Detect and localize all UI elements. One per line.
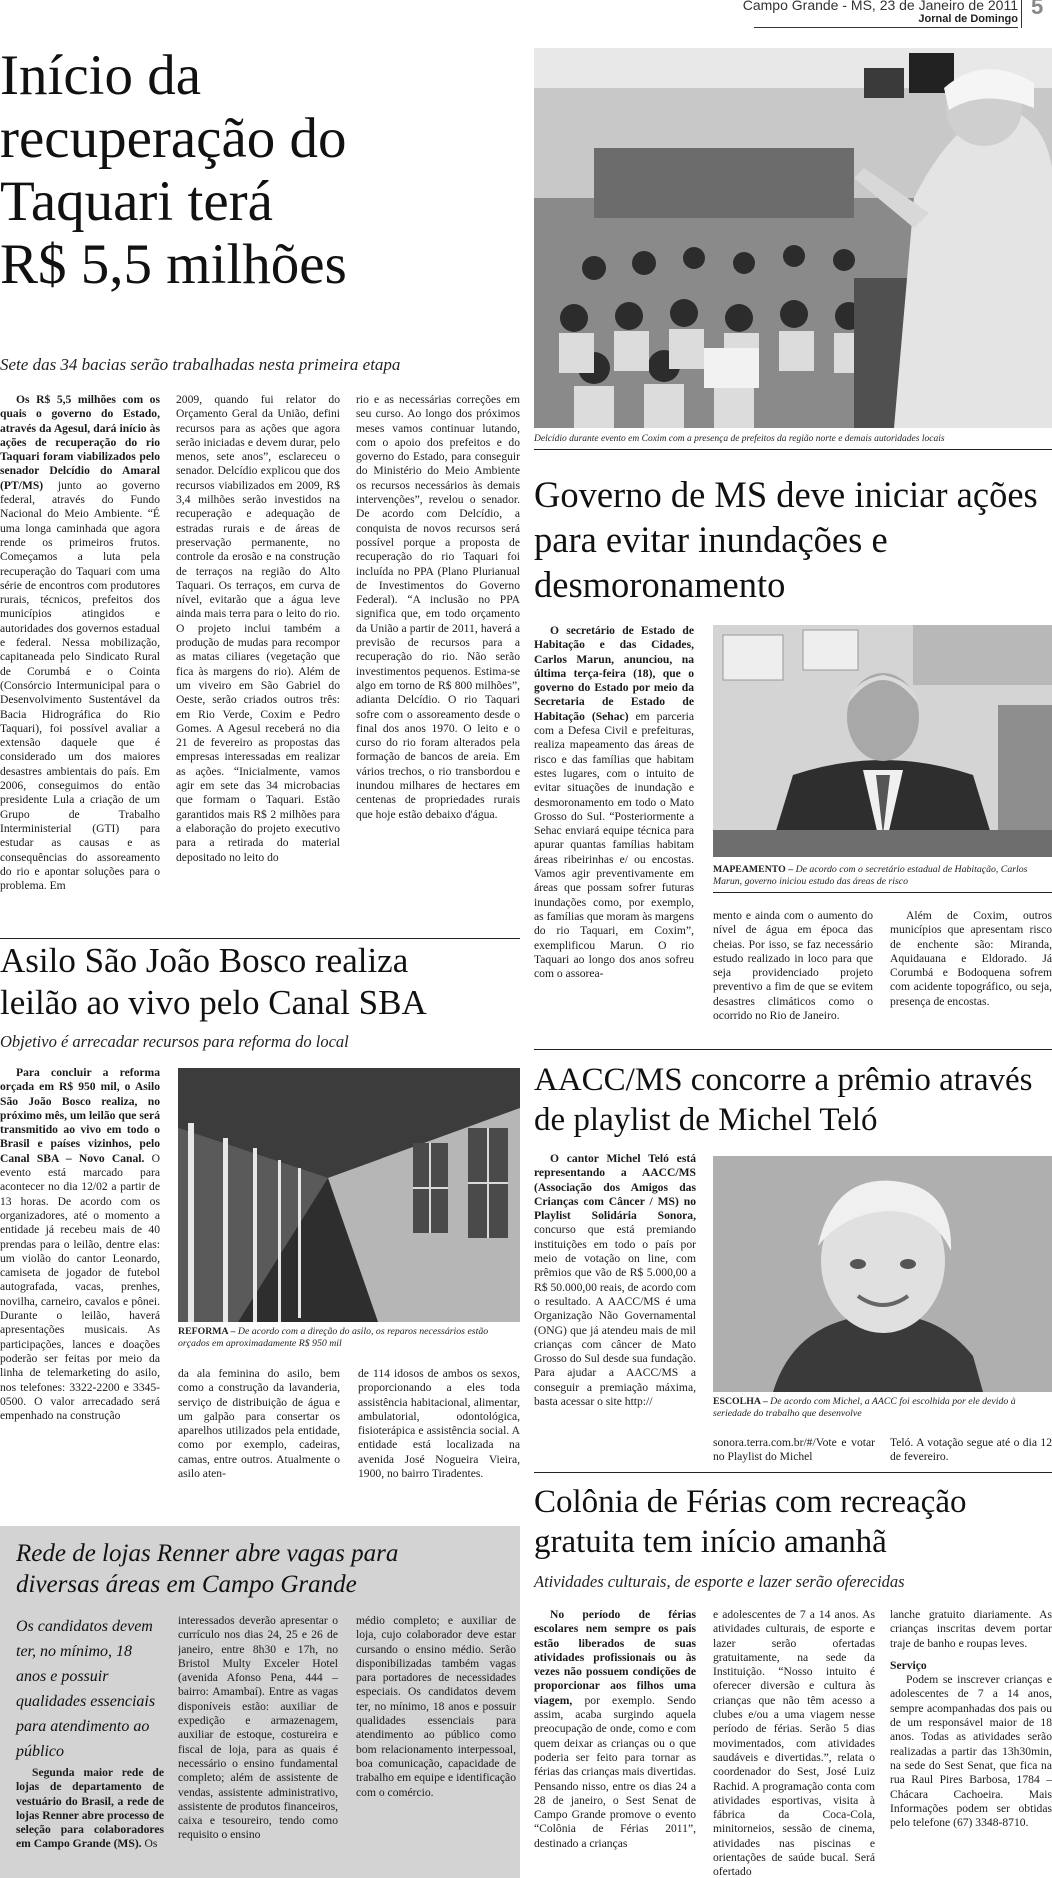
dateline: Campo Grande - MS, 23 de Janeiro de 2011 — [742, 0, 1018, 13]
story6-col3-heading: Serviço — [890, 1658, 927, 1672]
story4-headline: AACC/MS concorre a prêmio através de playlist de Michel Teló — [534, 1062, 1033, 1138]
story1-subhead: Sete das 34 bacias serão trabalhadas nesta primeira etapa — [0, 355, 401, 374]
portrait-photo — [713, 625, 1052, 857]
story5-lead: Segunda maior rede de lojas de departamento de vestuário do Brasil, a rede de lojas Renner abre processo de seleção para colaboradores em Campo Grande (MS). — [16, 1766, 164, 1851]
story6-col3b-text: Podem se inscrever crianças e adolescentes de 7 a 14 anos, sempre acompanhadas dos pais ou de um responsável maior de 18 anos. Todas as atividades serão realizadas a partir das 13h30min, na sede do Sest Senat, que fica na rua Raul Pires Barbosa, 1784 – Chácara Cachoeira. Mais Informações podem ser obtidas pelo telefone (67) 3348-8710. — [890, 1673, 1052, 1830]
story3-headline — [0, 940, 520, 1024]
renner-box — [0, 1526, 520, 1878]
story6-col1-text: por exemplo. Sendo assim, acaba surgindo aquela preocupação de onde, como e com quem deixar as crianças ou o que poderia ser feito para tornar as férias das crianças mais divertidas. Pensando nisso, entre os dias 24 a 28 de janeiro, o Sest Senat de Campo Grande promove o evento “Colônia de Férias 2011”, destinado a crianças — [534, 1693, 696, 1850]
story6-lead: No período de férias escolares nem sempre os pais estão liberados de suas atividades profissionais ou às vezes não possuem condições de proporcionar aos filhos uma viagem, — [534, 1608, 696, 1707]
story1-col2-text: 2009, quando fui relator do Orçamento Geral da União, defini recursos para as ações que agora serão iniciadas e devem durar, pelo menos, sete anos”, esclareceu o senador. Delcídio explicou que dos recursos viabilizados em 2009, R$ 3,4 milhões serão investidos na recuperação e adequação de estradas rurais e de áreas de preservação permanente, no controle da erosão e na construção de terraços na região do Alto Taquari. Os terraços, em curva de nível, evitarão que a água leve ainda mais terra para o leito do rio. O projeto inclui também a produção de mudas para recompor as matas ciliares (vegetação que fica às margens do rio). Além de um viveiro em São Gabriel do Oeste, serão criados outros três: em Rio Verde, Coxim e Pedro Gomes. A Agesul receberá no dia 21 de fevereiro as propostas das empresas interessadas em realizar as ações. “Inicialmente, vamos agir em sete das 34 microbacias que formam o Taquari. Estão garantidos mais R$ 2 milhões para a elaboração do projeto executivo para a retirada do material depositado no leito do — [176, 393, 340, 864]
story4-col1-text: concurso que está premiando instituições em todo o país por meio de votação on line, com prêmios que vão de R$ 5.000,00 a R$ 50.000,00 reais, de acordo com o resultado. A AACC/MS é uma Organização Não Governamental (ONG) que já atendeu mais de mil crianças com câncer de Mato Grosso do Sul desde sua fundação. Para ajudar a AACC/MS a conseguir a premiação máxima, basta acessar o site http:// — [534, 1223, 696, 1409]
story3-headline-line: Asilo São João Bosco realiza — [0, 941, 409, 980]
story4-bottom-rule — [534, 1472, 1052, 1473]
story4-column-1 — [534, 1152, 696, 1468]
newspaper-name: Jornal de Domingo — [918, 13, 1018, 25]
story1-column-3 — [356, 393, 520, 933]
story2-column-2 — [713, 909, 873, 1049]
story1-headline-line: Início da — [0, 44, 202, 107]
story3-lead: Para concluir a reforma orçada em R$ 950 mil, o Asilo São João Bosco realiza, no próximo mês, um leilão que será transmitido ao vivo em todo o Brasil e países vizinhos, pelo Canal SBA – Novo Canal. — [0, 1066, 160, 1165]
story1-column-1 — [0, 393, 160, 933]
story6-column-3 — [890, 1608, 1052, 1878]
story1-column-2 — [176, 393, 340, 933]
story2-bottom-rule — [534, 1049, 1052, 1050]
story6-headline: Colônia de Férias com recreação gratuita tem início amanhã — [534, 1484, 967, 1560]
story6-column-2 — [713, 1608, 875, 1878]
story3-col3-text: de 114 idosos de ambos os sexos, proporcionando a eles toda assistência habitacional, alimentar, ambulatorial, odontológica, fisioterápica e assistência social. A entidade está localizada na avenida José Nogueira Vieira, 1900, no bairro Tiradentes. — [358, 1367, 520, 1481]
singer-portrait-photo-icon — [713, 1156, 1052, 1392]
story2-caption-label: MAPEAMENTO – — [713, 864, 794, 875]
story4-lead: O cantor Michel Teló está representando a AACC/MS (Associação dos Amigos das Crianças com Câncer / MS) no Playlist Solidária Sonora, — [534, 1152, 696, 1223]
story2-caption — [713, 864, 1052, 888]
story2-lead: O secretário de Estado de Habitação e das Cidades, Carlos Marun, anunciou, na última terça-feira (18), que o governo do Estado por meio da Secretaria de Estado de Habitação (Sehac) — [534, 624, 694, 723]
header-rule — [754, 27, 1018, 28]
story6-col2-text: e adolescentes de 7 a 14 anos. As atividades culturais, de esporte e lazer serão ofertadas gratuitamente, na sede da Instituição. “Nosso intuito é oferecer diversão e cultura às crianças que não têm acesso a clubes e/ou a uma viagem nesse período de férias. Serão 5 dias movimentados, com atividades saudáveis e divertidas.”, relata o coordenador do Sest, José Luiz Rachid. A programação conta com atividades esportivas, visita à fábrica da Coca-Cola, minitorneios, sessão de cinema, atividades nas piscinas e orientações de saúde bucal. Será ofertado — [713, 1608, 875, 1878]
story1-headline-line: Taquari terá — [0, 170, 273, 233]
story1-lead: Os R$ 5,5 milhões com os quais o governo do Estado, através da Agesul, dará início às ações de recuperação do rio Taquari foram viabilizados pelo senador Delcídio do Amaral (PT/MS) — [0, 393, 160, 492]
story5-col2-text: interessados deverão apresentar o currículo nos dias 24, 25 e 26 de janeiro, entre 8h30 e 17h, no Bristol Multy Exceler Hotel (avenida Afonso Pena, 444 – bairro: Amambaí). Entre as vagas disponíveis estão: auxiliar de expedição e armazenagem, auxiliar de estoque, costureira e fiscal de loja, para as quais é necessário o ensino fundamental completo; além de assistente de vendas, assistente administrativo, assistente de produtos financeiros, caixa e tesoureiro, tendo como requisito o ensino — [178, 1614, 338, 1842]
story4-col3-text: Teló. A votação segue até o dia 12 de fevereiro. — [890, 1436, 1052, 1464]
audience-photo — [534, 48, 1052, 428]
story1-headline-line: recuperação do — [0, 107, 347, 170]
story1-col3-text: rio e as necessárias correções em seu curso. Ao longo dos próximos meses vamos continuar lutando, com o apoio dos prefeitos e do governo do Estado, para conseguir do Ministério do Meio Ambiente os recursos necessários às demais intervenções”, revelou o senador. De acordo com Delcídio, a conquista de novos recursos será possível porque a proposta de recuperação do rio Taquari foi incluída no PPA (Plano Plurianual de Investimentos do Governo Federal). “A inclusão no PPA significa que, em todo orçamento da União a partir de 2011, haverá a previsão de recursos para a recuperação do rio. Não serão investimentos pequenos. Estima-se algo em torno de R$ 800 milhões”, adianta Delcídio. O rio Taquari sofre com o assoreamento desde o final dos anos 1970. O leito e o curso do rio foram alterados pela formação de bancos de areia. Em vários trechos, o rio transbordou e inundou milhares de hectares em centenas de propriedades rurais que hoje estão debaixo d'água. — [356, 393, 520, 821]
story5-column-2 — [178, 1614, 338, 1876]
story3-caption-label: REFORMA – — [178, 1326, 236, 1337]
story3-col1-text: O evento está marcado para acontecer no dia 12/02 a partir de 13 horas. De acordo com os organizadores, até o momento a entidade já recebeu mais de 40 prendas para o leilão, dentre elas: um violão do cantor Leonardo, camiseta de jogador de futebol autografada, vacas, prenhes, novilha, carneiro, cavalos e pônei. Durante o leilão, haverá apresentações musicais. As participações, lances e doações poderão ser feitas por meio da linha de telemarketing do asilo, nos telefones: 3322-2200 e 3345-0500. O valor arrecadado será empenhado na construção — [0, 1151, 160, 1423]
story4-caption-label: ESCOLHA – — [713, 1396, 768, 1407]
photo1-caption: Delcídio durante evento em Coxim com a presença de prefeitos da região norte e demais autoridades locais — [534, 434, 945, 444]
story3-subhead: Objetivo é arrecadar recursos para reforma do local — [0, 1032, 349, 1051]
story2-col3-text: Além de Coxim, outros municípios que apresentam risco de enchente são: Miranda, Aquidauana e Eldorado. Já Corumbá e Bodoquena sofrem com acidente topográfico, ou seja, presença de encostas. — [890, 909, 1052, 1008]
story5-column-3 — [356, 1614, 516, 1876]
story3-top-rule — [0, 938, 520, 939]
story2-caption-text: De acordo com o secretário estadual de Habitação, Carlos Marun, governo iniciou estudo das áreas de risco — [713, 864, 1028, 887]
page-header — [0, 0, 1052, 28]
header-divider — [1021, 0, 1022, 28]
story2-caption-rule — [713, 892, 1052, 893]
story2-col2-text: mento e ainda com o aumento do nível de água em época das cheias. Por isso, se faz necessário estudo realizado in loco para que seja providenciado projeto preventivo a fim de que se evitem desastres climáticos como o ocorrido no Rio de Janeiro. — [713, 909, 873, 1023]
story3-col2-text: da ala feminina do asilo, bem como a construção da lavanderia, serviço de distribuição de água e um galpão para consertar os aparelhos utilizados pela entidade, como por exemplo, cadeiras, camas, entre outros. Atualmente o asilo aten- — [178, 1367, 340, 1481]
story2-column-3 — [890, 909, 1052, 1049]
story4-column-3 — [890, 1436, 1052, 1468]
story5-col1-tail: Os — [144, 1837, 158, 1851]
corridor-photo-icon — [178, 1068, 520, 1322]
story1-headline-line: R$ 5,5 milhões — [0, 233, 347, 296]
story5-col3-text: médio completo; e auxiliar de loja, cujo colaborador deve estar cursando o ensino médio. Serão disponibilizadas também vagas para portadores de necessidades especiais. Os candidatos devem ter, no mínimo, 18 anos e possuir qualidades essenciais para atendimento ao público como bom relacionamento interpessoal, boa comunicação, capacidade de trabalho em equipe e identificação com o comércio. — [356, 1614, 516, 1799]
story3-column-1 — [0, 1066, 160, 1498]
story5-pullquote: Os candidatos devem ter, no mínimo, 18 anos e possuir qualidades essenciais para atendimento ao público — [16, 1618, 156, 1760]
story3-column-2 — [178, 1367, 340, 1497]
story4-caption — [713, 1396, 1052, 1420]
story4-caption-text: De acordo com Michel, a AACC foi escolhida por ele devido à seriedade do trabalho que desenvolve — [713, 1396, 1016, 1419]
story3-headline-line: leilão ao vivo pelo Canal SBA — [0, 983, 427, 1022]
story2-col1-text: em parceria com a Defesa Civil e prefeituras, realiza mapeamento das áreas de risco e das famílias que habitam estes lugares, com o intuito de evitar situações de inundação e desmoronamento em todo o Mato Grosso do Sul. “Posteriormente a Sehac enviará equipe técnica para apurar quantas famílias habitam áreas ribeirinhas e/ ou encostas. Vamos agir preventivamente em áreas que possam sofrer futuras inundações como, por exemplo, as famílias que moram às margens do rio Taquari, em Coxim”, exemplificou Marun. O rio Taquari ao longo dos anos sofreu com o assorea- — [534, 709, 694, 981]
story6-col3a-text: lanche gratuito diariamente. As crianças inscritas devem portar traje de banho e roupas leves. — [890, 1608, 1052, 1650]
story1-col1-text: junto ao governo federal, através do Fundo Nacional do Meio Ambiente. “É uma longa caminhada que agora rende os primeiros frutos. Começamos a luta pela recuperação do Taquari com uma série de encontros com produtores rurais, técnicos, prefeitos dos municípios atingidos e autoridades dos governos estadual e federal. Nessa mobilização, capitaneada pelo Sindicato Rural de Corumbá e o Cointa (Consórcio Intermunicipal para o Desenvolvimento Sustentável da Bacia Hidrográfica do Rio Taquari), foi possível avaliar a extensão daquele que é considerado um dos maiores desastres ambientais do país. Em 2006, conseguimos do então presidente Lula a criação de um Grupo de Trabalho Interministerial (GTI) para estudar as causas e as consequências do assoreamento do rio e apontar soluções para o problema. Em — [0, 478, 160, 893]
portrait-photo-icon — [713, 625, 1052, 857]
singer-portrait-photo — [713, 1156, 1052, 1392]
story2-column-1 — [534, 624, 694, 1049]
story6-column-1 — [534, 1608, 696, 1878]
story1-headline — [0, 44, 520, 296]
story5-headline: Rede de lojas Renner abre vagas para diversas áreas em Campo Grande — [16, 1540, 399, 1598]
story3-caption — [178, 1326, 520, 1350]
story3-caption-text: De acordo com a direção do asilo, os reparos necessários estão orçados em aproximadamente R$ 950 mil — [178, 1326, 489, 1349]
story3-column-3 — [358, 1367, 520, 1497]
photo1-caption-rule — [534, 449, 1052, 450]
story2-headline: Governo de MS deve iniciar ações para evitar inundações e desmoronamento — [534, 474, 1038, 605]
audience-photo-icon — [534, 48, 1052, 428]
story5-column-1 — [16, 1766, 164, 1876]
story6-subhead: Atividades culturais, de esporte e lazer serão oferecidas — [534, 1572, 905, 1591]
page-number: 5 — [1031, 0, 1044, 19]
corridor-photo — [178, 1068, 520, 1322]
story4-col2-text: sonora.terra.com.br/#/Vote e votar no Playlist do Michel — [713, 1436, 875, 1464]
story4-column-2 — [713, 1436, 875, 1468]
